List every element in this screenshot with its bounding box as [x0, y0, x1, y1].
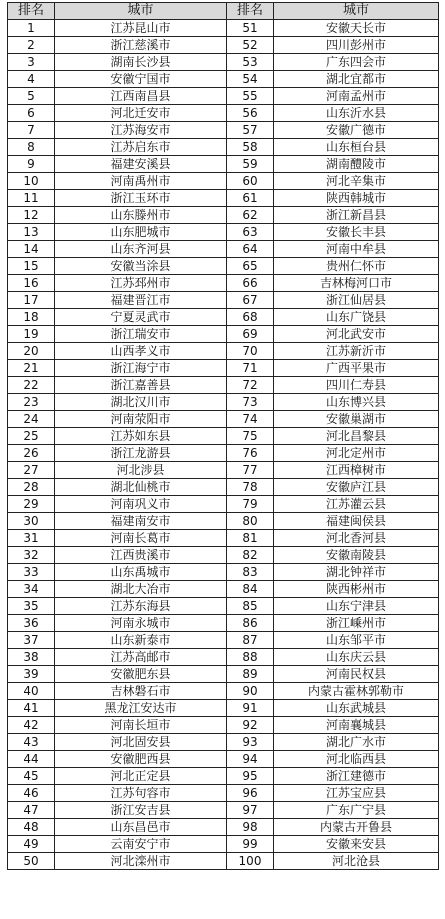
table-row [8, 20, 439, 37]
cell-rank-left: 32 [8, 547, 55, 564]
cell-city-right: 山东广饶县 [274, 309, 439, 326]
cell-rank-left: 33 [8, 564, 55, 581]
cell-rank-right: 87 [227, 632, 274, 649]
cell-city-left: 吉林磐石市 [55, 683, 227, 700]
table-row [8, 241, 439, 258]
table-row [8, 88, 439, 105]
cell-city-right: 河南中牟县 [274, 241, 439, 258]
header-city-left: 城市 [55, 3, 227, 20]
cell-rank-right: 86 [227, 615, 274, 632]
cell-rank-right: 65 [227, 258, 274, 275]
cell-city-left: 浙江瑞安市 [55, 326, 227, 343]
cell-city-left: 安徽当涂县 [55, 258, 227, 275]
cell-city-left: 江西贵溪市 [55, 547, 227, 564]
cell-city-left: 江苏海安市 [55, 122, 227, 139]
cell-rank-right: 97 [227, 802, 274, 819]
cell-city-left: 湖北仙桃市 [55, 479, 227, 496]
cell-city-left: 浙江安吉县 [55, 802, 227, 819]
cell-rank-left: 7 [8, 122, 55, 139]
cell-rank-right: 96 [227, 785, 274, 802]
cell-city-right: 广西平果市 [274, 360, 439, 377]
cell-rank-left: 46 [8, 785, 55, 802]
cell-city-right: 山东沂水县 [274, 105, 439, 122]
cell-city-right: 内蒙古霍林郭勒市 [274, 683, 439, 700]
cell-city-left: 浙江玉环市 [55, 190, 227, 207]
cell-city-right: 四川仁寿县 [274, 377, 439, 394]
cell-rank-right: 74 [227, 411, 274, 428]
table-row [8, 37, 439, 54]
cell-city-right: 浙江嵊州市 [274, 615, 439, 632]
cell-rank-left: 29 [8, 496, 55, 513]
cell-city-left: 安徽肥西县 [55, 751, 227, 768]
table-row [8, 190, 439, 207]
cell-city-right: 河北昌黎县 [274, 428, 439, 445]
table-row [8, 513, 439, 530]
cell-rank-left: 12 [8, 207, 55, 224]
cell-city-left: 福建南安市 [55, 513, 227, 530]
cell-city-right: 陕西彬州市 [274, 581, 439, 598]
cell-city-right: 湖北宜都市 [274, 71, 439, 88]
cell-rank-left: 34 [8, 581, 55, 598]
table-row [8, 122, 439, 139]
table-row [8, 173, 439, 190]
cell-rank-right: 72 [227, 377, 274, 394]
cell-city-right: 山东武城县 [274, 700, 439, 717]
cell-city-left: 湖南长沙县 [55, 54, 227, 71]
cell-rank-right: 83 [227, 564, 274, 581]
cell-rank-right: 54 [227, 71, 274, 88]
cell-city-left: 山西孝义市 [55, 343, 227, 360]
cell-rank-left: 40 [8, 683, 55, 700]
cell-city-left: 安徽肥东县 [55, 666, 227, 683]
cell-rank-right: 90 [227, 683, 274, 700]
cell-rank-right: 56 [227, 105, 274, 122]
cell-rank-left: 41 [8, 700, 55, 717]
cell-city-left: 黑龙江安达市 [55, 700, 227, 717]
cell-rank-right: 69 [227, 326, 274, 343]
cell-city-right: 安徽南陵县 [274, 547, 439, 564]
cell-city-right: 浙江仙居县 [274, 292, 439, 309]
ranking-table-container [7, 2, 439, 870]
cell-rank-left: 25 [8, 428, 55, 445]
table-row [8, 751, 439, 768]
cell-city-left: 江苏东海县 [55, 598, 227, 615]
cell-rank-left: 13 [8, 224, 55, 241]
table-row [8, 479, 439, 496]
cell-city-right: 陕西韩城市 [274, 190, 439, 207]
cell-city-left: 河南禹州市 [55, 173, 227, 190]
cell-rank-left: 19 [8, 326, 55, 343]
cell-rank-left: 23 [8, 394, 55, 411]
cell-rank-left: 5 [8, 88, 55, 105]
table-row [8, 445, 439, 462]
table-row [8, 377, 439, 394]
cell-city-left: 山东禹城市 [55, 564, 227, 581]
cell-city-right: 安徽巢湖市 [274, 411, 439, 428]
cell-rank-right: 53 [227, 54, 274, 71]
header-rank-right: 排名 [227, 3, 274, 20]
table-row [8, 309, 439, 326]
cell-city-right: 河北定州市 [274, 445, 439, 462]
table-row [8, 836, 439, 853]
cell-rank-right: 77 [227, 462, 274, 479]
cell-rank-right: 99 [227, 836, 274, 853]
table-row [8, 717, 439, 734]
cell-rank-right: 81 [227, 530, 274, 547]
table-row [8, 530, 439, 547]
cell-city-left: 安徽宁国市 [55, 71, 227, 88]
cell-rank-left: 15 [8, 258, 55, 275]
cell-city-left: 云南安宁市 [55, 836, 227, 853]
table-row [8, 360, 439, 377]
table-row [8, 343, 439, 360]
cell-city-right: 江苏宝应县 [274, 785, 439, 802]
cell-city-right: 山东宁津县 [274, 598, 439, 615]
cell-rank-left: 21 [8, 360, 55, 377]
cell-rank-right: 55 [227, 88, 274, 105]
table-row [8, 394, 439, 411]
cell-city-left: 河北迁安市 [55, 105, 227, 122]
table-row [8, 54, 439, 71]
cell-city-right: 河北辛集市 [274, 173, 439, 190]
cell-city-right: 安徽来安县 [274, 836, 439, 853]
table-row [8, 785, 439, 802]
cell-rank-left: 24 [8, 411, 55, 428]
cell-rank-right: 76 [227, 445, 274, 462]
cell-rank-left: 47 [8, 802, 55, 819]
cell-city-right: 福建闽侯县 [274, 513, 439, 530]
cell-city-left: 河北正定县 [55, 768, 227, 785]
table-row [8, 207, 439, 224]
cell-rank-left: 37 [8, 632, 55, 649]
cell-rank-right: 51 [227, 20, 274, 37]
cell-city-left: 湖北大冶市 [55, 581, 227, 598]
table-row [8, 258, 439, 275]
table-row [8, 224, 439, 241]
cell-city-left: 浙江慈溪市 [55, 37, 227, 54]
cell-city-right: 江苏新沂市 [274, 343, 439, 360]
cell-city-right: 山东桓台县 [274, 139, 439, 156]
cell-rank-right: 52 [227, 37, 274, 54]
cell-city-left: 山东昌邑市 [55, 819, 227, 836]
cell-rank-right: 73 [227, 394, 274, 411]
cell-city-left: 河北涉县 [55, 462, 227, 479]
cell-city-left: 山东滕州市 [55, 207, 227, 224]
table-row [8, 734, 439, 751]
cell-rank-left: 1 [8, 20, 55, 37]
cell-rank-left: 11 [8, 190, 55, 207]
table-row [8, 71, 439, 88]
cell-rank-left: 48 [8, 819, 55, 836]
cell-rank-left: 50 [8, 853, 55, 870]
ranking-table [7, 2, 439, 870]
cell-city-right: 广东四会市 [274, 54, 439, 71]
cell-rank-right: 70 [227, 343, 274, 360]
table-row [8, 428, 439, 445]
cell-city-right: 安徽长丰县 [274, 224, 439, 241]
table-row [8, 139, 439, 156]
cell-rank-right: 59 [227, 156, 274, 173]
cell-city-right: 吉林梅河口市 [274, 275, 439, 292]
table-row [8, 462, 439, 479]
cell-city-right: 河南孟州市 [274, 88, 439, 105]
cell-rank-left: 22 [8, 377, 55, 394]
cell-rank-right: 100 [227, 853, 274, 870]
cell-city-right: 山东博兴县 [274, 394, 439, 411]
cell-rank-left: 20 [8, 343, 55, 360]
cell-rank-right: 91 [227, 700, 274, 717]
cell-rank-left: 10 [8, 173, 55, 190]
cell-rank-left: 26 [8, 445, 55, 462]
cell-rank-right: 67 [227, 292, 274, 309]
cell-rank-right: 61 [227, 190, 274, 207]
table-row [8, 105, 439, 122]
cell-city-left: 山东新泰市 [55, 632, 227, 649]
cell-rank-left: 4 [8, 71, 55, 88]
cell-rank-left: 31 [8, 530, 55, 547]
cell-rank-left: 43 [8, 734, 55, 751]
cell-rank-right: 62 [227, 207, 274, 224]
cell-city-right: 河南襄城县 [274, 717, 439, 734]
cell-city-left: 浙江龙游县 [55, 445, 227, 462]
cell-city-right: 贵州仁怀市 [274, 258, 439, 275]
cell-city-left: 江苏启东市 [55, 139, 227, 156]
table-row [8, 598, 439, 615]
cell-rank-left: 27 [8, 462, 55, 479]
cell-city-right: 江苏灌云县 [274, 496, 439, 513]
table-row [8, 564, 439, 581]
cell-rank-right: 71 [227, 360, 274, 377]
cell-rank-left: 45 [8, 768, 55, 785]
cell-city-left: 湖北汉川市 [55, 394, 227, 411]
cell-city-left: 河南巩义市 [55, 496, 227, 513]
table-row [8, 547, 439, 564]
header-city-right: 城市 [274, 3, 439, 20]
table-row [8, 768, 439, 785]
table-row [8, 411, 439, 428]
cell-rank-right: 84 [227, 581, 274, 598]
cell-rank-left: 8 [8, 139, 55, 156]
cell-rank-left: 2 [8, 37, 55, 54]
cell-city-right: 河北香河县 [274, 530, 439, 547]
cell-city-left: 江苏昆山市 [55, 20, 227, 37]
cell-rank-right: 60 [227, 173, 274, 190]
cell-city-left: 宁夏灵武市 [55, 309, 227, 326]
cell-rank-right: 58 [227, 139, 274, 156]
cell-rank-right: 79 [227, 496, 274, 513]
cell-rank-left: 44 [8, 751, 55, 768]
cell-city-right: 安徽庐江县 [274, 479, 439, 496]
table-row [8, 819, 439, 836]
cell-city-left: 河北滦州市 [55, 853, 227, 870]
cell-rank-right: 57 [227, 122, 274, 139]
cell-city-right: 四川彭州市 [274, 37, 439, 54]
cell-rank-right: 63 [227, 224, 274, 241]
cell-city-right: 江西樟树市 [274, 462, 439, 479]
cell-rank-right: 98 [227, 819, 274, 836]
table-row [8, 802, 439, 819]
cell-rank-right: 82 [227, 547, 274, 564]
table-row [8, 683, 439, 700]
table-row [8, 666, 439, 683]
cell-city-left: 福建安溪县 [55, 156, 227, 173]
cell-city-right: 山东庆云县 [274, 649, 439, 666]
table-row [8, 700, 439, 717]
cell-rank-left: 36 [8, 615, 55, 632]
cell-rank-right: 68 [227, 309, 274, 326]
cell-rank-right: 78 [227, 479, 274, 496]
table-row [8, 326, 439, 343]
cell-rank-left: 42 [8, 717, 55, 734]
cell-rank-right: 92 [227, 717, 274, 734]
table-row [8, 853, 439, 870]
cell-city-right: 河北武安市 [274, 326, 439, 343]
cell-rank-left: 18 [8, 309, 55, 326]
cell-rank-right: 88 [227, 649, 274, 666]
cell-city-left: 河南长葛市 [55, 530, 227, 547]
cell-city-left: 江苏句容市 [55, 785, 227, 802]
cell-city-left: 浙江嘉善县 [55, 377, 227, 394]
cell-city-right: 河北沧县 [274, 853, 439, 870]
cell-rank-right: 80 [227, 513, 274, 530]
table-row [8, 496, 439, 513]
table-row [8, 581, 439, 598]
cell-city-right: 湖北广水市 [274, 734, 439, 751]
cell-rank-left: 28 [8, 479, 55, 496]
cell-rank-left: 38 [8, 649, 55, 666]
table-body [8, 20, 439, 870]
cell-rank-right: 93 [227, 734, 274, 751]
table-row [8, 156, 439, 173]
cell-city-left: 河北固安县 [55, 734, 227, 751]
cell-city-left: 山东肥城市 [55, 224, 227, 241]
cell-city-left: 河南永城市 [55, 615, 227, 632]
cell-rank-right: 75 [227, 428, 274, 445]
cell-city-left: 河南长垣市 [55, 717, 227, 734]
cell-city-left: 江苏高邮市 [55, 649, 227, 666]
cell-rank-left: 6 [8, 105, 55, 122]
cell-city-right: 安徽广德市 [274, 122, 439, 139]
cell-rank-left: 39 [8, 666, 55, 683]
cell-rank-right: 85 [227, 598, 274, 615]
table-row [8, 649, 439, 666]
table-row [8, 632, 439, 649]
cell-city-left: 山东齐河县 [55, 241, 227, 258]
cell-city-right: 湖南醴陵市 [274, 156, 439, 173]
cell-rank-left: 49 [8, 836, 55, 853]
cell-rank-right: 66 [227, 275, 274, 292]
table-row [8, 615, 439, 632]
cell-city-left: 江西南昌县 [55, 88, 227, 105]
cell-rank-right: 94 [227, 751, 274, 768]
cell-city-left: 江苏如东县 [55, 428, 227, 445]
cell-city-left: 河南荥阳市 [55, 411, 227, 428]
cell-rank-right: 95 [227, 768, 274, 785]
table-row [8, 292, 439, 309]
cell-city-left: 浙江海宁市 [55, 360, 227, 377]
cell-rank-left: 14 [8, 241, 55, 258]
cell-rank-left: 16 [8, 275, 55, 292]
cell-city-right: 安徽天长市 [274, 20, 439, 37]
cell-city-left: 福建晋江市 [55, 292, 227, 309]
table-row [8, 275, 439, 292]
cell-rank-right: 64 [227, 241, 274, 258]
cell-city-right: 河北临西县 [274, 751, 439, 768]
cell-rank-right: 89 [227, 666, 274, 683]
header-rank-left: 排名 [8, 3, 55, 20]
cell-city-right: 山东邹平市 [274, 632, 439, 649]
cell-rank-left: 9 [8, 156, 55, 173]
cell-city-right: 河南民权县 [274, 666, 439, 683]
cell-city-right: 广东广宁县 [274, 802, 439, 819]
cell-city-right: 内蒙古开鲁县 [274, 819, 439, 836]
cell-rank-left: 3 [8, 54, 55, 71]
cell-city-right: 湖北钟祥市 [274, 564, 439, 581]
cell-city-right: 浙江新昌县 [274, 207, 439, 224]
cell-rank-left: 35 [8, 598, 55, 615]
cell-city-left: 江苏邳州市 [55, 275, 227, 292]
cell-rank-left: 30 [8, 513, 55, 530]
cell-rank-left: 17 [8, 292, 55, 309]
table-header-row [8, 3, 439, 20]
cell-city-right: 浙江建德市 [274, 768, 439, 785]
